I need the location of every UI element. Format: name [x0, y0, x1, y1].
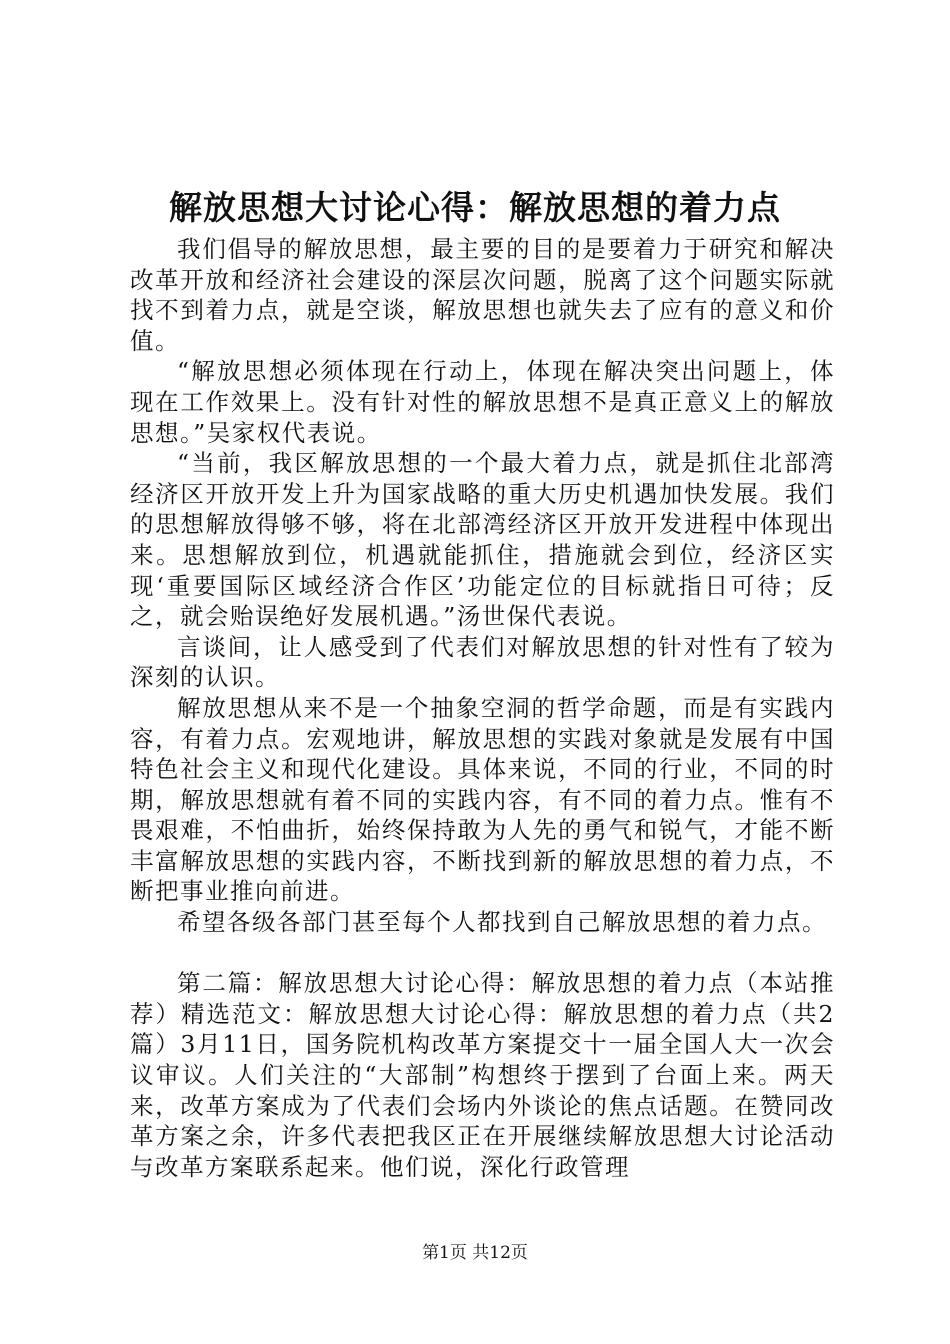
paragraph-2: “解放思想必须体现在行动上，体现在解决突出问题上，体现在工作效果上。没有针对性的解放思想不是真正意义上的解放思想。”吴家权代表说。: [130, 357, 835, 447]
paragraph-1: 我们倡导的解放思想，最主要的目的是要着力于研究和解决改革开放和经济社会建设的深层次问题，脱离了这个问题实际就找不到着力点，就是空谈，解放思想也就失去了应有的意义和价值。: [130, 235, 835, 355]
paragraph-5: 解放思想从来不是一个抽象空洞的哲学命题，而是有实践内容，有着力点。宏观地讲，解放思想的实践对象就是发展有中国特色社会主义和现代化建设。具体来说，不同的行业，不同的时期，解放思想就有着不同的实践内容，有不同的着力点。惟有不畏艰难，不怕曲折，始终保持敢为人先的勇气和锐气，才能不断丰富解放思想的实践内容，不断找到新的解放思想的着力点，不断把事业推向前进。: [130, 693, 835, 906]
paragraph-7: 第二篇：解放思想大讨论心得：解放思想的着力点（本站推荐）精选范文：解放思想大讨论心得：解放思想的着力点（共2篇）3月11日，国务院机构改革方案提交十一届全国人大一次会议审议。人们关注的“大部制”构想终于摆到了台面上来。两天来，改革方案成为了代表们会场内外谈论的焦点话题。在赞同改革方案之余，许多代表把我区正在开展继续解放思想大讨论活动与改革方案联系起来。他们说，深化行政管理: [130, 969, 835, 1181]
paragraph-3: “当前，我区解放思想的一个最大着力点，就是抓住北部湾经济区开放开发上升为国家战略的重大历史机遇加快发展。我们的思想解放得够不够，将在北部湾经济区开放开发进程中体现出来。思想解放到位，机遇就能抓住，措施就会到位，经济区实现‘重要国际区域经济合作区’功能定位的目标就指日可待；反之，就会贻误绝好发展机遇。”汤世保代表说。: [130, 449, 835, 631]
page-number-footer: 第1页 共12页: [422, 1243, 528, 1263]
paragraph-6: 希望各级各部门甚至每个人都找到自己解放思想的着力点。: [177, 908, 827, 937]
paragraph-4: 言谈间，让人感受到了代表们对解放思想的针对性有了较为深刻的认识。: [130, 632, 835, 692]
document-title: 解放思想大讨论心得：解放思想的着力点: [169, 188, 781, 227]
document-body: [130, 234, 835, 1182]
